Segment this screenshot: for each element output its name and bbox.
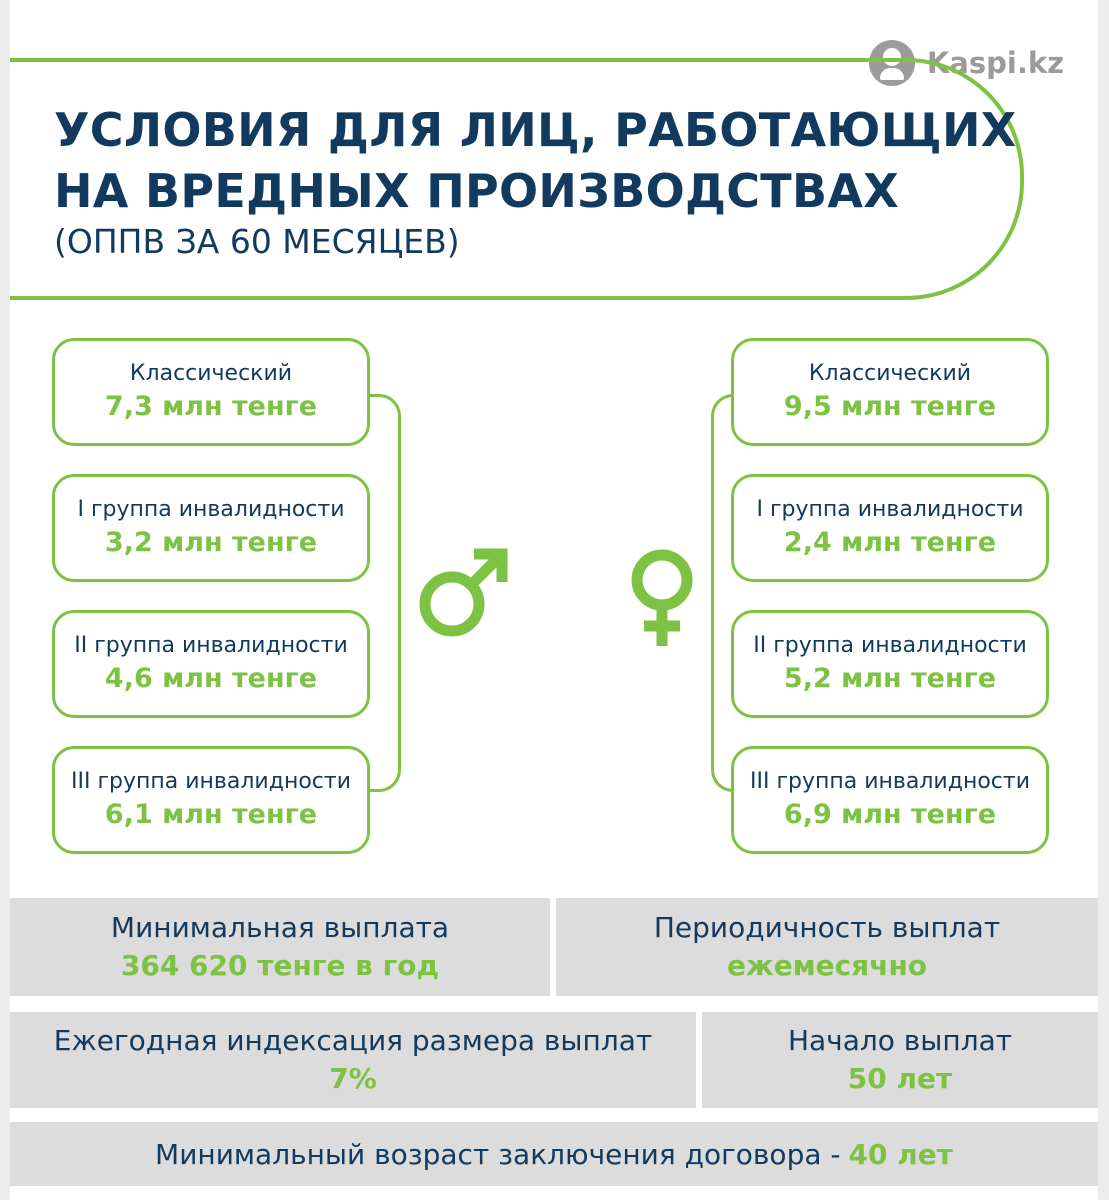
start-value: 50 лет [847, 1062, 953, 1095]
card-label: III группа инвалидности [750, 769, 1030, 794]
women-bracket [711, 394, 734, 792]
card-value: 2,4 млн тенге [783, 527, 997, 558]
min-age-row [10, 1122, 1098, 1186]
title-line-2: НА ВРЕДНЫХ ПРОИЗВОДСТВАХ [54, 164, 900, 218]
card-label: III группа инвалидности [71, 769, 351, 794]
indexation-label: Ежегодная индексация размера выплат [53, 1024, 653, 1057]
min-age-value: 40 лет [848, 1137, 953, 1171]
women-card-group-3 [731, 746, 1049, 854]
card-value: 6,9 млн тенге [783, 799, 997, 830]
frequency-label: Периодичность выплат [653, 911, 1001, 944]
frequency-value: ежемесячно [726, 949, 928, 982]
male-symbol-icon [414, 542, 516, 644]
women-card-classic [731, 338, 1049, 446]
female-symbol-icon [622, 548, 702, 652]
men-bracket [330, 394, 401, 792]
card-value: 5,2 млн тенге [783, 663, 997, 694]
men-card-group-2 [52, 610, 370, 718]
women-card-group-2 [731, 610, 1049, 718]
card-label: Классический [808, 361, 972, 386]
men-card-group-1 [52, 474, 370, 582]
card-value: 3,2 млн тенге [104, 527, 318, 558]
min-payment-label: Минимальная выплата [110, 911, 450, 944]
men-card-classic [52, 338, 370, 446]
min-age-label: Минимальный возраст заключения договора - [155, 1137, 841, 1171]
women-card-group-1 [731, 474, 1049, 582]
card-label: I группа инвалидности [756, 497, 1024, 522]
start-label: Начало выплат [787, 1024, 1013, 1057]
card-value: 4,6 млн тенге [104, 663, 318, 694]
card-label: I группа инвалидности [77, 497, 345, 522]
infographic-sheet [10, 0, 1098, 1200]
card-label: II группа инвалидности [74, 633, 348, 658]
info-row-1 [10, 898, 1098, 996]
card-value: 9,5 млн тенге [783, 391, 997, 422]
card-label: II группа инвалидности [753, 633, 1027, 658]
start-cell [702, 1012, 1098, 1108]
info-row-2 [10, 1012, 1098, 1108]
page-title [54, 100, 1017, 222]
indexation-value: 7% [329, 1062, 377, 1095]
card-value: 7,3 млн тенге [104, 391, 318, 422]
watermark-text: Kaspi.kz [926, 46, 1064, 80]
frequency-cell [556, 898, 1098, 996]
men-card-group-3 [52, 746, 370, 854]
min-payment-value: 364 620 тенге в год [120, 949, 440, 982]
title-line-1: УСЛОВИЯ ДЛЯ ЛИЦ, РАБОТАЮЩИХ [54, 103, 1017, 157]
indexation-cell [10, 1012, 696, 1108]
card-label: Классический [129, 361, 293, 386]
min-payment-cell [10, 898, 550, 996]
card-value: 6,1 млн тенге [104, 799, 318, 830]
page-subtitle: (ОППВ ЗА 60 МЕСЯЦЕВ) [54, 222, 460, 261]
